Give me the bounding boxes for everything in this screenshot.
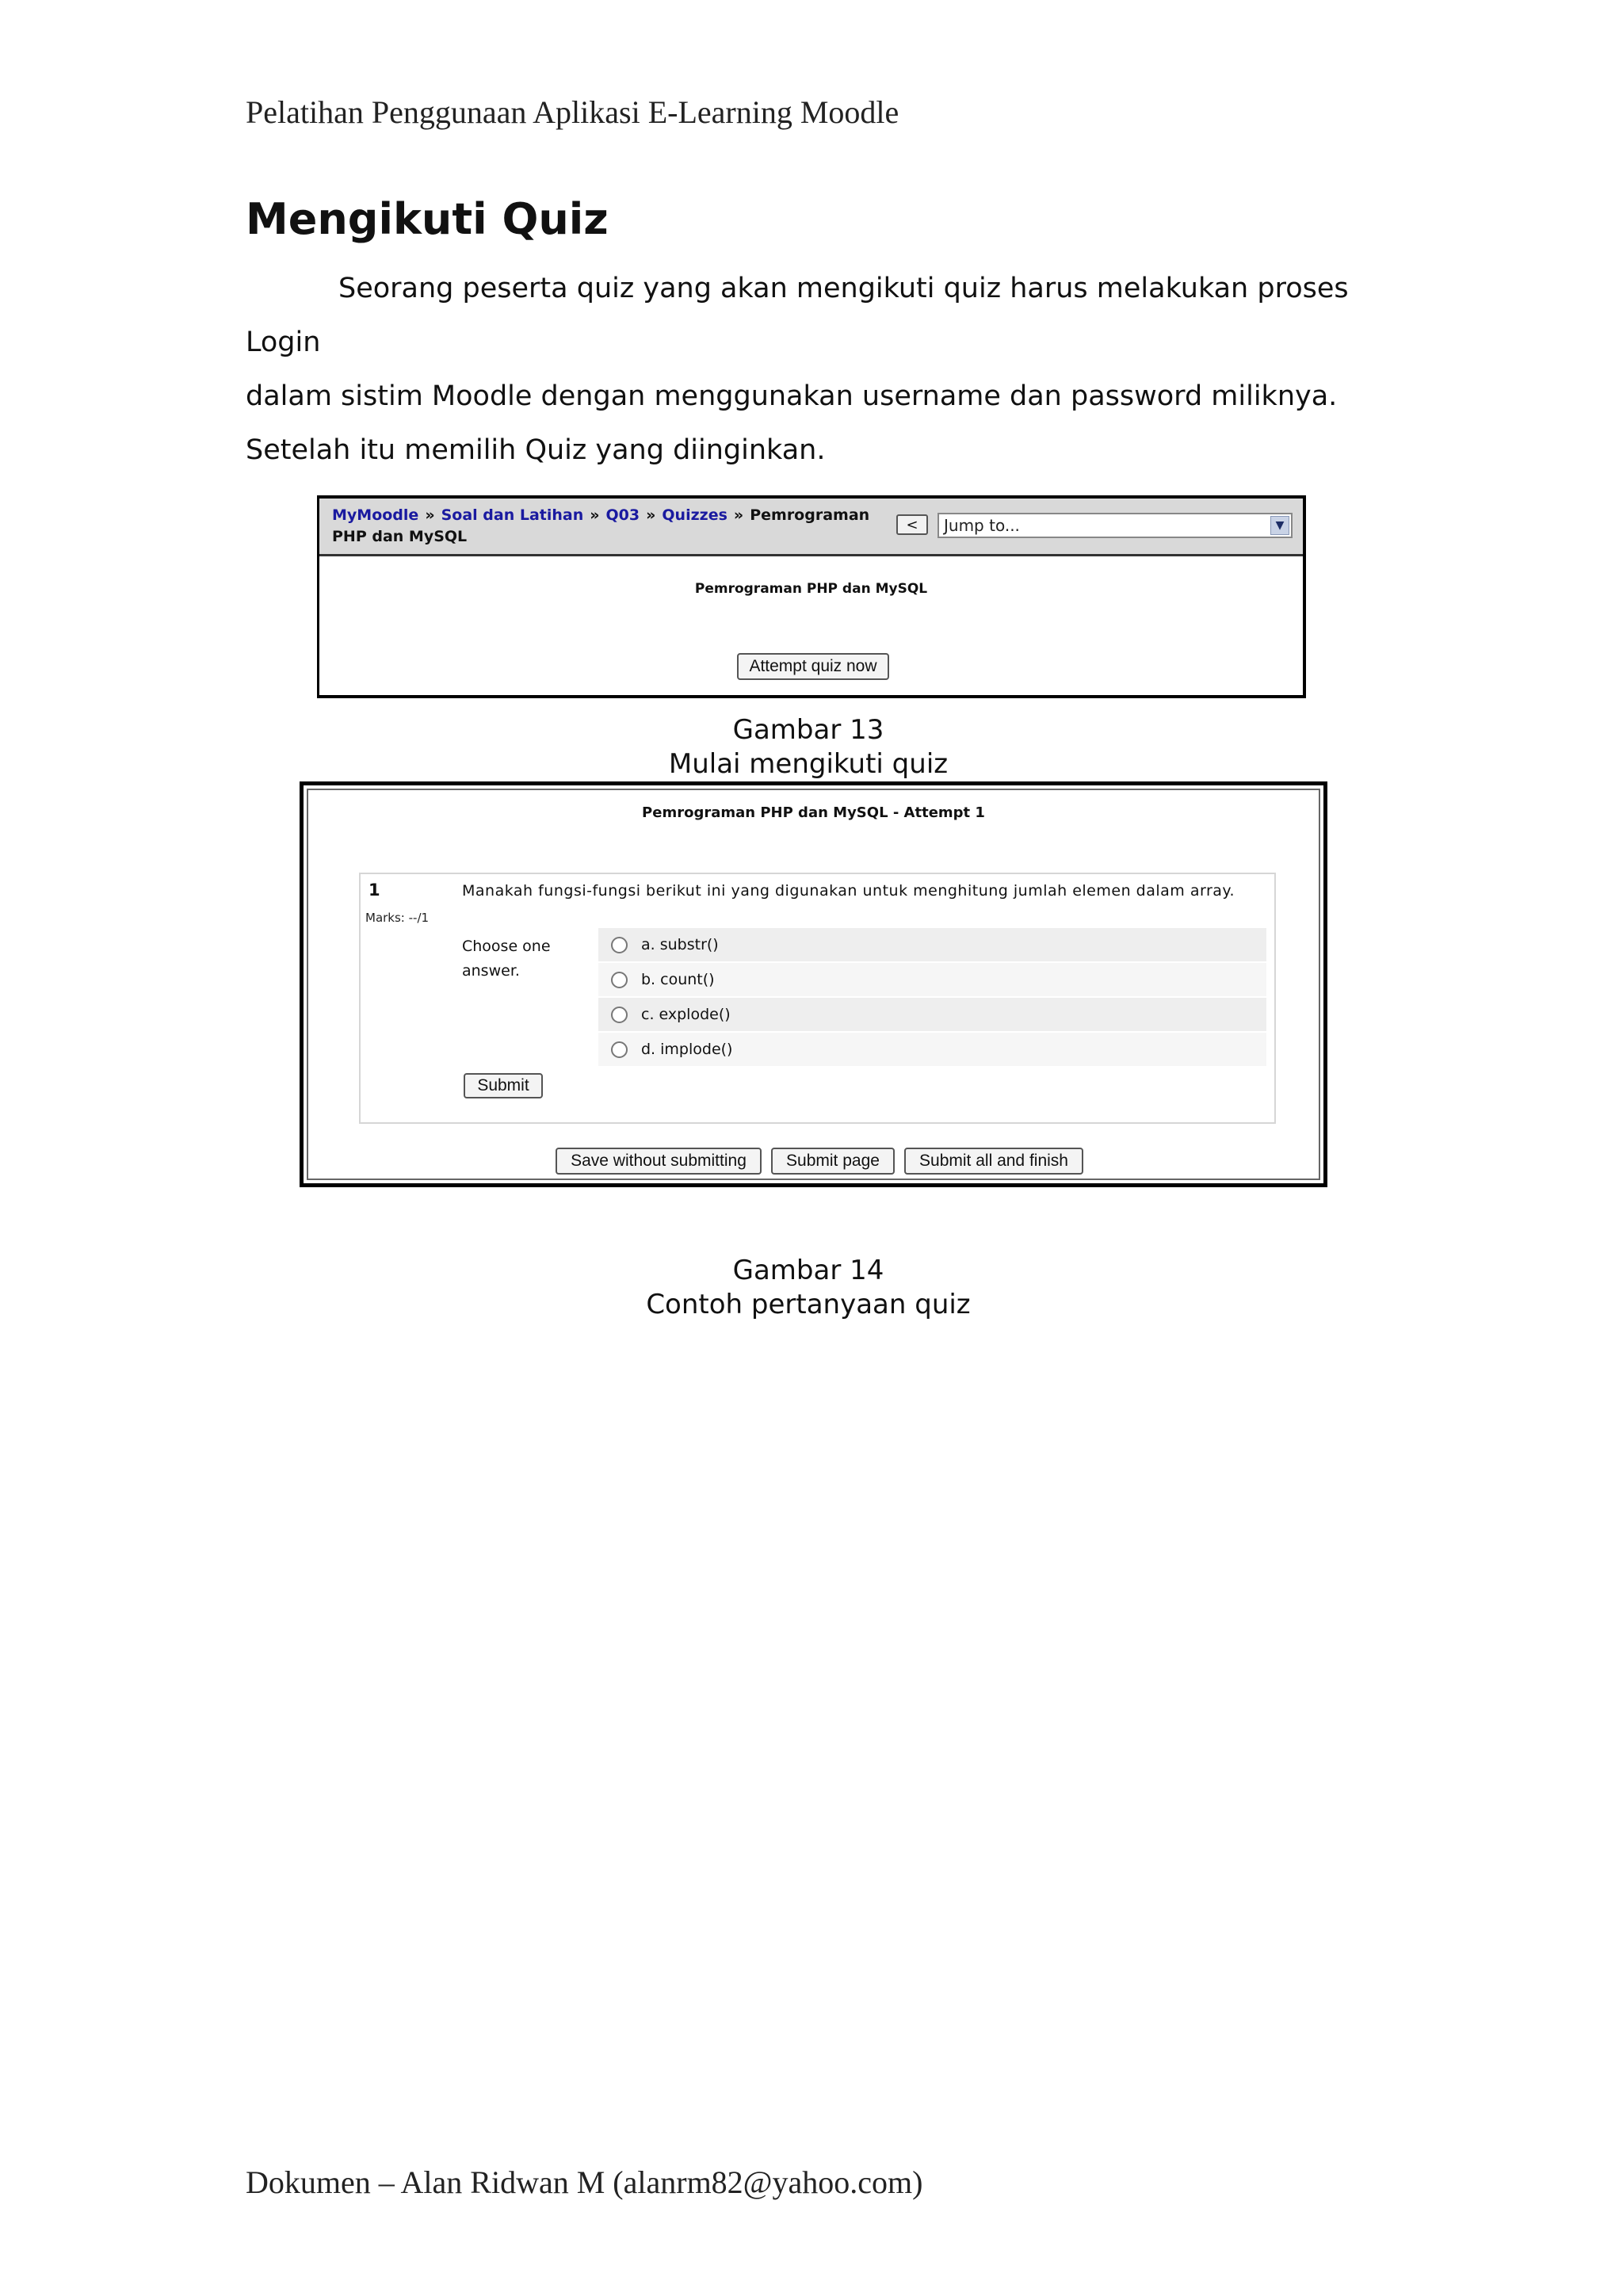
paragraph-line-3: Setelah itu memilih Quiz yang diinginkan. (246, 434, 826, 466)
breadcrumb-separator: » (733, 506, 744, 524)
question-box (359, 873, 1276, 1124)
paragraph-line-2: dalam sistim Moodle dengan menggunakan username dan password miliknya. (246, 380, 1338, 412)
chevron-down-icon[interactable]: ▼ (1270, 516, 1289, 535)
attempt-quiz-button[interactable]: Attempt quiz now (737, 653, 889, 680)
section-title: Mengikuti Quiz (246, 194, 609, 244)
intro-paragraph (246, 262, 1403, 477)
question-number: 1 (369, 881, 380, 900)
figure-14-caption (571, 1254, 1046, 1322)
question-text: Manakah fungsi-fungsi berikut ini yang digunakan untuk menghitung jumlah elemen dalam array. (462, 882, 1235, 900)
breadcrumb-separator: » (425, 506, 435, 524)
breadcrumb-quizzes[interactable]: Quizzes (662, 506, 727, 524)
option-label: d. implode() (641, 1041, 733, 1058)
radio-icon[interactable] (611, 1007, 628, 1023)
breadcrumb (332, 505, 903, 548)
choose-one-label: Choose one answer. (462, 938, 551, 980)
submit-page-button[interactable]: Submit page (771, 1148, 895, 1175)
option-label: b. count() (641, 971, 715, 988)
save-without-submitting-button[interactable]: Save without submitting (556, 1148, 762, 1175)
submit-all-and-finish-button[interactable]: Submit all and finish (904, 1148, 1083, 1175)
breadcrumb-mymoodle[interactable]: MyMoodle (332, 506, 419, 524)
radio-icon[interactable] (611, 1041, 628, 1058)
caption-text: Contoh pertanyaan quiz (646, 1289, 971, 1320)
breadcrumb-soal-dan-latihan[interactable]: Soal dan Latihan (441, 506, 584, 524)
caption-text: Mulai mengikuti quiz (668, 748, 949, 780)
quiz-name: Pemrograman PHP dan MySQL (694, 581, 928, 597)
page-header: Pelatihan Penggunaan Aplikasi E-Learning Moodle (246, 94, 899, 130)
answer-option[interactable] (598, 963, 1266, 998)
answer-option[interactable] (598, 928, 1266, 963)
answer-option[interactable] (598, 1033, 1266, 1068)
figure-13-caption (571, 713, 1046, 781)
paragraph-line-1: Seorang peserta quiz yang akan mengikuti quiz harus melakukan proses Login (246, 273, 1349, 358)
jump-to-select[interactable] (938, 513, 1293, 538)
radio-icon[interactable] (611, 937, 628, 953)
breadcrumb-q03[interactable]: Q03 (605, 506, 640, 524)
submit-answer-button[interactable]: Submit (464, 1073, 543, 1098)
navigation-bar (319, 499, 1303, 556)
caption-number: Gambar 13 (732, 714, 884, 746)
answer-options (598, 928, 1266, 1068)
quiz-attempt-panel (307, 789, 1320, 1180)
option-label: c. explode() (641, 1006, 731, 1023)
figure-13-screenshot (317, 495, 1306, 698)
radio-icon[interactable] (611, 972, 628, 988)
back-button[interactable]: < (896, 514, 928, 535)
question-marks: Marks: --/1 (365, 911, 430, 925)
breadcrumb-current: Pemrograman PHP dan MySQL (332, 506, 870, 545)
breadcrumb-separator: » (646, 506, 656, 524)
option-label: a. substr() (641, 936, 719, 953)
figure-14-screenshot (300, 781, 1327, 1187)
attempt-title: Pemrograman PHP dan MySQL - Attempt 1 (642, 804, 985, 821)
page-footer: Dokumen – Alan Ridwan M (alanrm82@yahoo.com) (246, 2164, 923, 2200)
jump-to-value: Jump to... (944, 516, 1020, 535)
answer-option[interactable] (598, 998, 1266, 1033)
caption-number: Gambar 14 (732, 1255, 884, 1286)
breadcrumb-separator: » (590, 506, 600, 524)
